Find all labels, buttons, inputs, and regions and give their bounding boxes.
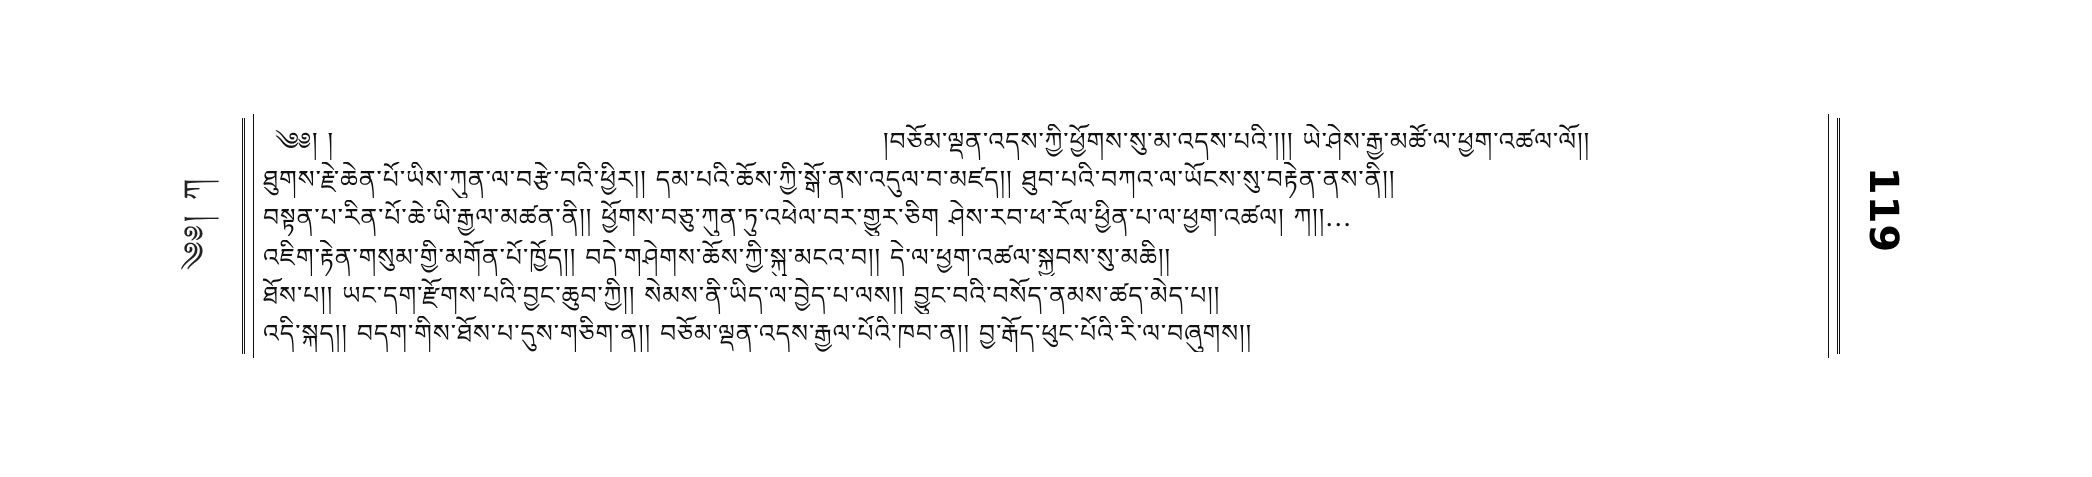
margin-label-text: ༄༅། ཀ — [178, 175, 213, 270]
margin-label — [176, 120, 232, 325]
text-line-segment: །བཅོམ་ལྡན་འདས་ཀྱི་ཕྱོགས་སུ་མ་འདས་པའི་།།། ཡེ་ཤེས་རྒྱ་མཚོ་ལ་ཕྱག་འཚལ་ལོ།། — [883, 127, 1591, 156]
text-line — [263, 162, 1819, 198]
text-line — [263, 240, 1819, 276]
text-line-segment: འཇིག་རྟེན་གསུམ་གྱི་མགོན་པོ་ཁྱོད།། བདེ་གཤེགས་ཆོས་ཀྱི་སྐུ་མངའ་བ།། དེ་ལ་ཕྱག་འཚལ་སྐྱབས་སུ་མཆི།། — [263, 243, 1172, 272]
text-line-segment: ༄༅། ། — [275, 127, 334, 156]
text-line-segment: ཐོས་པ།། ཡང་དག་རྫོགས་པའི་བྱང་ཆུབ་ཀྱི།། སེམས་ནི་ཡིད་ལ་བྱེད་པ་ལས།། བྱུང་བའི་བསོད་ནམས་ཚད་མེད་པ།། — [263, 281, 1221, 310]
text-line — [263, 316, 1819, 352]
folio-number-text: 119 — [1860, 166, 1906, 254]
text-line-segment: འདི་སྐད།། བདག་གིས་ཐོས་པ་དུས་གཅིག་ན།། བཅོམ་ལྡན་འདས་རྒྱལ་པོའི་ཁབ་ན།། བྱ་རྒོད་ཕུང་པོའི་རི་ལ་བཞུགས།། — [263, 319, 1253, 348]
folio-number — [1858, 166, 1908, 254]
text-block — [242, 118, 1840, 354]
text-line-segment: བསྟན་པ་རིན་པོ་ཆེ་ཡི་རྒྱལ་མཚན་ནི།། ཕྱོགས་བཅུ་ཀུན་ཏུ་འཕེལ་བར་གྱུར་ཅིག ཤེས་རབ་ཕ་རོལ་ཕྱིན་པ་ལ་ཕྱག་འཚལ། ཀ།།... — [263, 203, 1353, 232]
text-line — [263, 124, 1819, 160]
text-line — [263, 200, 1819, 236]
text-line-segment: ཐུགས་རྗེ་ཆེན་པོ་ཡིས་ཀུན་ལ་བརྩེ་བའི་ཕྱིར།། དམ་པའི་ཆོས་ཀྱི་སྒོ་ནས་འདུལ་བ་མཛད།། ཐུབ་པའི་བཀའ་ལ་ཡོངས་སུ་བརྟེན་ནས་ནི།། — [263, 165, 1396, 194]
text-line — [263, 278, 1819, 314]
